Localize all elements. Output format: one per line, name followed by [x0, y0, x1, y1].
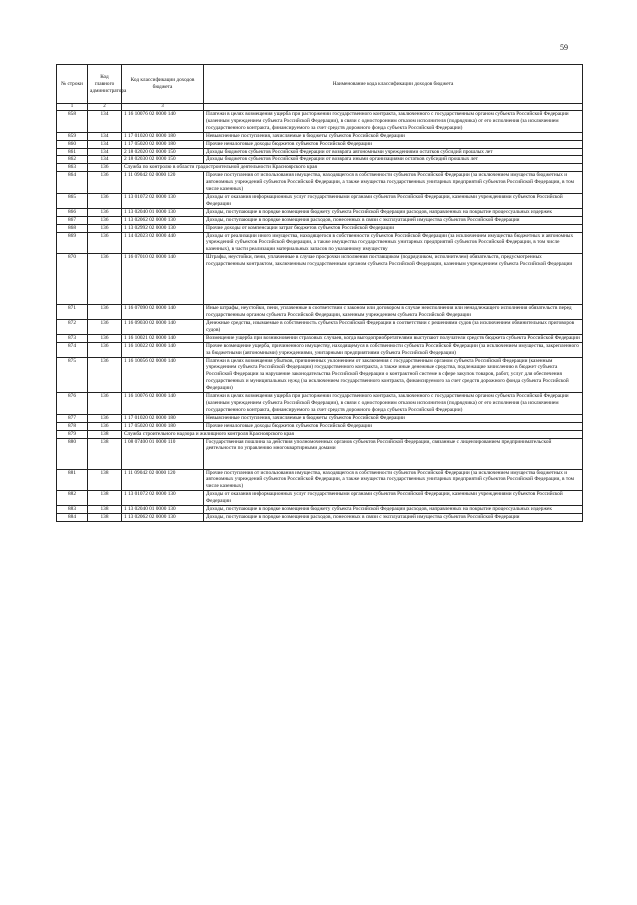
table-row — [57, 513, 583, 521]
admin-code: 136 — [88, 193, 122, 208]
code-name: Прочие поступления от использования имущества, находящегося в собственности субъектов Российской Федерации (за исключением имущества бюджетных и автономных учреждений субъектов Российской Федерации, а также имущества государственных унитарных предприятий субъектов Российской Федерации, в том числе казенных) — [204, 469, 583, 491]
classification-code: 1 13 02062 02 0000 130 — [122, 513, 204, 521]
table-body — [57, 111, 583, 522]
table-row — [57, 305, 583, 320]
admin-code: 136 — [88, 320, 122, 335]
row-number: 877 — [57, 414, 88, 422]
page-number: 59 — [560, 43, 568, 52]
admin-code: 134 — [88, 111, 122, 133]
code-name: Доходы, поступающие в порядке возмещения бюджету субъекта Российской Федерации расходов, направленных на покрытие процессуальных издержек — [204, 506, 583, 514]
classification-code: 1 16 10021 02 0000 140 — [122, 334, 204, 342]
row-number: 866 — [57, 208, 88, 216]
classification-code: 1 13 02992 02 0000 130 — [122, 224, 204, 232]
admin-code: 136 — [88, 334, 122, 342]
row-number: 858 — [57, 111, 88, 133]
classification-code: 1 13 02040 01 0000 130 — [122, 506, 204, 514]
table-row — [57, 491, 583, 506]
code-name: Невыясненные поступления, зачисляемые в бюджеты субъектов Российской Федерации — [204, 414, 583, 422]
classification-code: 1 13 01072 02 0000 130 — [122, 491, 204, 506]
admin-code: 136 — [88, 357, 122, 393]
column-number-row — [57, 104, 583, 111]
section-row — [57, 430, 583, 438]
code-name: Доходы бюджетов субъектов Российской Федерации от возврата иными организациями остатков субсидий прошлых лет — [204, 156, 583, 164]
admin-code: 136 — [88, 232, 122, 254]
row-number: 864 — [57, 172, 88, 194]
row-number: 869 — [57, 232, 88, 254]
classification-code: 1 13 02062 02 0000 130 — [122, 216, 204, 224]
code-name: Иные штрафы, неустойки, пени, уплаченные в соответствии с законом или договором в случае неисполнения или ненадлежащего исполнения обязательств перед государственным органом субъекта Российской Федерации, казенным учреждением субъекта Российской Федерации — [204, 305, 583, 320]
column-number: 2 — [88, 104, 122, 111]
classification-code: 1 16 10076 02 0000 140 — [122, 393, 204, 415]
income-classification-table — [56, 64, 583, 522]
classification-code: 1 16 07010 02 0000 140 — [122, 254, 204, 305]
header-admin-code: Код главного администратора — [88, 65, 122, 104]
classification-code: 2 18 02020 02 0000 150 — [122, 148, 204, 156]
admin-code: 136 — [88, 208, 122, 216]
table-row — [57, 208, 583, 216]
row-number: 872 — [57, 320, 88, 335]
classification-code: 1 17 01020 02 0000 180 — [122, 414, 204, 422]
code-name: Прочие поступления от использования имущества, находящегося в собственности субъектов Российской Федерации (за исключением имущества бюджетных и автономных учреждений субъектов Российской Федерации, а также имущества государственных унитарных предприятий субъектов Российской Федерации, в том числе казенных) — [204, 172, 583, 194]
row-number: 876 — [57, 393, 88, 415]
table-row — [57, 320, 583, 335]
column-number: 1 — [57, 104, 88, 111]
column-number — [204, 104, 583, 111]
admin-code: 136 — [88, 224, 122, 232]
classification-code: 1 13 02040 01 0000 130 — [122, 208, 204, 216]
section-title: Служба по контролю в области градостроительной деятельности Красноярского края — [122, 164, 583, 172]
classification-code: 2 18 02030 02 0000 150 — [122, 156, 204, 164]
admin-code: 136 — [88, 254, 122, 305]
admin-code: 136 — [88, 164, 122, 172]
classification-code: 1 16 07090 02 0000 140 — [122, 305, 204, 320]
code-name: Штрафы, неустойки, пени, уплаченные в случае просрочки исполнения поставщиком (подрядчиком, исполнителем) обязательств, предусмотренных государственным контрактом, заключенным государственным органом субъекта Российской Федерации, казенным учреждением субъекта Российской Федерации — [204, 254, 583, 305]
admin-code: 136 — [88, 342, 122, 357]
code-name: Доходы от оказания информационных услуг государственными органами субъектов Российской Федерации, казенными учреждениями субъектов Российской Федерации — [204, 491, 583, 506]
row-number: 884 — [57, 513, 88, 521]
table-row — [57, 111, 583, 133]
table-row — [57, 132, 583, 140]
row-number: 865 — [57, 193, 88, 208]
table-row — [57, 232, 583, 254]
code-name: Государственная пошлина за действия уполномоченных органов субъектов Российской Федерации, связанные с лицензированием предпринимательской деятельности по управлению многоквартирными домами — [204, 438, 583, 469]
row-number: 862 — [57, 156, 88, 164]
row-number: 882 — [57, 491, 88, 506]
classification-code: 1 13 01072 02 0000 130 — [122, 193, 204, 208]
admin-code: 138 — [88, 506, 122, 514]
row-number: 868 — [57, 224, 88, 232]
row-number: 870 — [57, 254, 88, 305]
header-row-number: № строки — [57, 65, 88, 104]
classification-code: 1 17 01020 02 0000 180 — [122, 132, 204, 140]
section-title: Служба строительного надзора и жилищного контроля Красноярского края — [122, 430, 583, 438]
row-number: 878 — [57, 422, 88, 430]
admin-code: 136 — [88, 414, 122, 422]
column-number: 3 — [122, 104, 204, 111]
code-name: Доходы, поступающие в порядке возмещения расходов, понесенных в связи с эксплуатацией имущества субъектов Российской Федерации — [204, 216, 583, 224]
row-number: 867 — [57, 216, 88, 224]
row-number: 879 — [57, 430, 88, 438]
table-row — [57, 156, 583, 164]
classification-code: 1 16 10076 02 0000 140 — [122, 111, 204, 133]
code-name: Прочее возмещение ущерба, причиненного имуществу, находящемуся в собственности субъекта Российской Федерации (за исключением имущества, закрепленного за бюджетными (автономными) учреждениями, унитарными предприятиями субъекта Российской Федерации) — [204, 342, 583, 357]
table-row — [57, 357, 583, 393]
table-row — [57, 506, 583, 514]
table-row — [57, 342, 583, 357]
admin-code: 134 — [88, 140, 122, 148]
admin-code: 138 — [88, 491, 122, 506]
row-number: 883 — [57, 506, 88, 514]
classification-code: 1 16 09030 02 0000 140 — [122, 320, 204, 335]
admin-code: 138 — [88, 430, 122, 438]
table-row — [57, 438, 583, 469]
section-row — [57, 164, 583, 172]
code-name: Денежные средства, изымаемые в собственность субъекта Российской Федерации в соответствии с решениями судов (за исключением обвинительных приговоров судов) — [204, 320, 583, 335]
table-row — [57, 422, 583, 430]
row-number: 871 — [57, 305, 88, 320]
admin-code: 138 — [88, 469, 122, 491]
code-name: Платежи в целях возмещения ущерба при расторжении государственного контракта, заключенного с государственным органом субъекта Российской Федерации (казенным учреждением субъекта Российской Федерации), в связи с односторонним отказом исполнителя (подрядчика) от его исполнения (за исключением государственного контракта, финансируемого за счет средств дорожного фонда субъекта Российской Федерации) — [204, 393, 583, 415]
row-number: 874 — [57, 342, 88, 357]
row-number: 880 — [57, 438, 88, 469]
header-code-name: Наименование кода классификации доходов бюджета — [204, 65, 583, 104]
table-row — [57, 393, 583, 415]
code-name: Доходы, поступающие в порядке возмещения расходов, понесенных в связи с эксплуатацией имущества субъектов Российской Федерации — [204, 513, 583, 521]
admin-code: 136 — [88, 305, 122, 320]
table-row — [57, 334, 583, 342]
header-classification-code: Код классификации доходов бюджета — [122, 65, 204, 104]
table-row — [57, 140, 583, 148]
classification-code: 1 11 09042 02 0000 120 — [122, 172, 204, 194]
admin-code: 136 — [88, 393, 122, 415]
table-row — [57, 216, 583, 224]
table-row — [57, 172, 583, 194]
admin-code: 134 — [88, 148, 122, 156]
code-name: Прочие неналоговые доходы бюджетов субъектов Российской Федерации — [204, 140, 583, 148]
table-row — [57, 414, 583, 422]
table-row — [57, 224, 583, 232]
code-name: Возмещение ущерба при возникновении страховых случаев, когда выгодоприобретателями выступают получатели средств бюджета субъекта Российской Федерации — [204, 334, 583, 342]
code-name: Доходы от оказания информационных услуг государственными органами субъектов Российской Федерации, казенными учреждениями субъектов Российской Федерации — [204, 193, 583, 208]
row-number: 860 — [57, 140, 88, 148]
admin-code: 138 — [88, 513, 122, 521]
table-row — [57, 193, 583, 208]
code-name: Платежи в целях возмещения ущерба при расторжении государственного контракта, заключенного с государственным органом субъекта Российской Федерации (казенным учреждением субъекта Российской Федерации), в связи с односторонним отказом исполнителя (подрядчика) от его исполнения (за исключением государственного контракта, финансируемого за счет средств дорожного фонда субъекта Российской Федерации) — [204, 111, 583, 133]
classification-code: 1 17 05020 02 0000 180 — [122, 422, 204, 430]
admin-code: 136 — [88, 172, 122, 194]
classification-code: 1 14 02023 02 0000 440 — [122, 232, 204, 254]
row-number: 875 — [57, 357, 88, 393]
code-name: Прочие неналоговые доходы бюджетов субъектов Российской Федерации — [204, 422, 583, 430]
code-name: Доходы бюджетов субъектов Российской Федерации от возврата автономными учреждениями остатков субсидий прошлых лет — [204, 148, 583, 156]
classification-code: 1 16 10022 02 0000 140 — [122, 342, 204, 357]
code-name: Прочие доходы от компенсации затрат бюджетов субъектов Российской Федерации — [204, 224, 583, 232]
admin-code: 136 — [88, 216, 122, 224]
classification-code: 1 08 07400 01 0000 110 — [122, 438, 204, 469]
row-number: 861 — [57, 148, 88, 156]
admin-code: 134 — [88, 156, 122, 164]
admin-code: 134 — [88, 132, 122, 140]
code-name: Невыясненные поступления, зачисляемые в бюджеты субъектов Российской Федерации — [204, 132, 583, 140]
table-row — [57, 469, 583, 491]
row-number: 863 — [57, 164, 88, 172]
row-number: 859 — [57, 132, 88, 140]
classification-code: 1 11 09042 02 0000 120 — [122, 469, 204, 491]
code-name: Доходы, поступающие в порядке возмещения бюджету субъекта Российской Федерации расходов, направленных на покрытие процессуальных издержек — [204, 208, 583, 216]
table-row — [57, 148, 583, 156]
table-row — [57, 254, 583, 305]
classification-code: 1 16 10056 02 0000 140 — [122, 357, 204, 393]
admin-code: 136 — [88, 422, 122, 430]
code-name: Доходы от реализации иного имущества, находящегося в собственности субъектов Российской Федерации (за исключением имущества бюджетных и автономных учреждений субъектов Российской Федерации, а также имущества государственных унитарных предприятий субъектов Российской Федерации, в том числе казенных), в части реализации материальных запасов по указанному имуществу — [204, 232, 583, 254]
classification-code: 1 17 05020 02 0000 180 — [122, 140, 204, 148]
row-number: 881 — [57, 469, 88, 491]
row-number: 873 — [57, 334, 88, 342]
admin-code: 138 — [88, 438, 122, 469]
table-header-row — [57, 65, 583, 104]
code-name: Платежи в целях возмещения убытков, причиненных уклонением от заключения с государственным органом субъекта Российской Федерации (казенным учреждением субъекта Российской Федерации) государственного контракта, а также иные денежные средства, подлежащие зачислению в бюджет субъекта Российской Федерации за нарушение законодательства Российской Федерации о контрактной системе в сфере закупок товаров, работ, услуг для обеспечения государственных и муниципальных нужд (за исключением государственного контракта, финансируемого за счет средств дорожного фонда субъекта Российской Федерации) — [204, 357, 583, 393]
